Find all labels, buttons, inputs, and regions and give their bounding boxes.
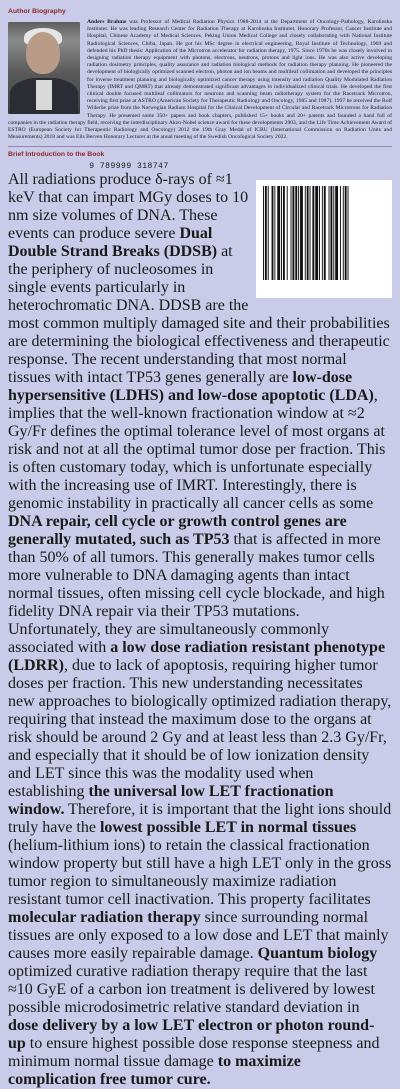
barcode-bar (307, 186, 309, 280)
bio-text: was Professor of Medical Radiation Physics 1988-2014 at the Department of Oncology-Pathology, Karolinska Institutet. He was leading Research Center for Radiation Therapy at Karolinska Institutet, Honorary Professor, Cancer Institute and Hospital, Chinese Academy of Medical Sciences, Peking Union Medical College and closely collaborating with National Institute Radiological Sciences, Chiba, Japan. He got his MSc degree in electrical engineering, Royal Institute of Technology, 1969 and defended his PhD thesis: Application of the Microtron accelerator for radiation therapy, 1975. Since 1970s he was closely involved in designing radiation therapy equipment with photons, electrons, neutrons, protons and light ions. He was also active developing radiation dosimetry principles, quality assurance and radiation biological methods for radiation therapy planning. He pioneered the development of biologically optimized scanned electron, photon and ion beams and multileaf collimation and developed the principles for inverse treatment planning and biologically optimized cancer therapy using intensity and radiation Quality Modulated Radiation Therapy (IMRT and QMRT) that already demonstrated significant advantages in individualized clinical trials. He developed the first clinical double focused multileaf collimators for neutrons and scanning beam radiotherapy system for the Racetrack Microtron, receiving first prize at ASTRO (American Society for Therapeutic Radiology and Oncology, 1985 and 1987). 1997 he received the Rolf Wideröe prize from the Norwegian Radium Hospital for the Clinical Development of Circular and Racetrack Microtrons for Radiation Therapy. He presented some 350+ papers and book chapters, published 15+ books and 20+ patents and founded a hand full of companies in the radiation therapy field, receiving the interdisciplinary Akzo-Nobel science award for these developments 2003, and the Life Time Achievement Award of ESTRO (European Society for Therapeutic Radiology and Oncology) 2012 the 19th Gray Medal of ICRU (International Commission on Radiation Units and Measurements) 2018 and was Eils Berven Honorary Lecturer at the anual meeting of the Swedish Oncological Society 2022. (8, 19, 392, 141)
barcode-bar (312, 186, 314, 280)
barcode-bar (291, 186, 292, 280)
isbn-number: 9 789999 318747 (89, 162, 169, 172)
intro-emphasis: Quantum biology (257, 945, 378, 963)
intro-text: that is affected in more than 50% of all tumors. This generally makes tumor cells more vulnerable to DNA damaging agents than intact normal tissues, often missing cell cycle blockade, and high fidelity DNA repair via their TP53 mutations. Unfortunately, they are simultaneously commonly associated with (8, 531, 385, 657)
barcode-bar (277, 186, 280, 280)
barcode-bar (343, 186, 344, 280)
barcode-bar (305, 186, 306, 280)
intro-text: since surrounding normal tissues are only exposed to a low dose and LET that mainly causes more easily repairable damage. (8, 909, 389, 963)
intro-emphasis: low-dose hypersensitive (LDHS) and low-dose apoptotic (LDA) (8, 369, 374, 405)
intro-emphasis: molecular radiation therapy (8, 909, 201, 927)
intro-heading: Brief Introduction to the Book (8, 151, 105, 159)
barcode-bar (295, 186, 297, 280)
intro-text: optimized curative radiation therapy require that the last ≈10 GyE of a carbon ion treatment is delivered by lowest possible microdosimetric relative standard deviation in (8, 963, 375, 1017)
barcode-bar (263, 186, 264, 280)
barcode-bar (324, 186, 326, 280)
isbn-barcode (256, 180, 392, 298)
barcode-bar (333, 186, 334, 280)
author-name: Anders Brahme (87, 19, 127, 25)
intro-emphasis: DNA repair, cell cycle or growth control genes are generally mutated, such as TP53 (8, 513, 347, 549)
intro-emphasis: a low dose radiation resistant phenotype (LDRR) (8, 639, 386, 675)
intro-text: , due to lack of apoptosis, requiring higher tumor doses per fraction. This new understanding necessitates new approaches to biologically optimized radiation therapy, requiring that instead the maximum dose to the organs at risk should be around 2 Gy and at least less than 2.3 Gy/Fr, and especially that it should be of low ionization density and LET since this was the modality used when establishing (8, 657, 392, 801)
barcode-bar (287, 186, 288, 280)
intro-emphasis: lowest possible LET in normal tissues (99, 819, 357, 837)
barcode-bar (272, 186, 274, 280)
barcode-bar (315, 186, 318, 280)
barcode-bar (340, 186, 341, 280)
intro-emphasis: dose delivery by a low LET electron or photon round-up (8, 1017, 375, 1053)
barcode-bar (298, 186, 299, 280)
barcode-bar (268, 186, 269, 280)
author-photo (8, 22, 80, 114)
barcode-bar (319, 186, 320, 280)
bio-paragraph (8, 19, 392, 141)
barcode-bar (335, 186, 338, 280)
barcode-bar (292, 186, 294, 280)
intro-text: at the periphery of nucleosomes in single events particularly in heterochromatic DNA. DDSB are the most common multiply damaged site and their probabilities are determining the biological effectiveness and therapeutic response. The recent understanding that most normal tissues with intact TP53 genes generally are (8, 243, 390, 387)
barcode-area (256, 166, 392, 298)
barcode-bar (265, 186, 267, 280)
intro-emphasis: the universal low LET fractionation window. (8, 783, 334, 819)
barcode-bar (300, 186, 303, 280)
section-divider (8, 146, 392, 147)
barcode-bar (329, 186, 330, 280)
barcode-bar (310, 186, 311, 280)
barcode-bar (274, 186, 275, 280)
barcode-bar (345, 186, 347, 280)
intro-emphasis: Dual Double Strand Breaks (DDSB) (8, 225, 218, 261)
intro-text: (helium-lithium ions) to retain the classical fractionation window property but still have a high LET only in the gross tumor region to simultaneously maximize radiation resistant tumor cell inactivation. This property facilitates (8, 837, 392, 909)
barcode-bar (330, 186, 332, 280)
barcode-bars (262, 186, 386, 280)
intro-text: All radiations produce δ-rays of ≈1 keV that can impart MGy doses to 10 nm size volumes of DNA. These events can produce severe (8, 171, 249, 243)
intro-text: , implies that the well-known fractionation window at ≈2 Gy/Fr defines the optimal tolerance level of most organs at risk and not at all the optimal tumor dose per fraction. This is often customary today, which is unfortunate especially with the increasing use of IMRT. Interestingly, there is genomic instability in practically all cancer cells as some (8, 387, 386, 513)
barcode-bar (281, 186, 282, 280)
barcode-bar (283, 186, 285, 280)
barcode-bar (322, 186, 323, 280)
intro-text: to ensure highest possible dose response steepness and minimum normal tissue damage (8, 1035, 380, 1071)
intro-text: Therefore, it is important that the light ions should truly have the (8, 801, 392, 837)
intro-emphasis: to maximize complication free tumor cure. (8, 1053, 301, 1089)
bio-heading: Author Biography (8, 8, 66, 15)
barcode-bar (348, 186, 349, 280)
